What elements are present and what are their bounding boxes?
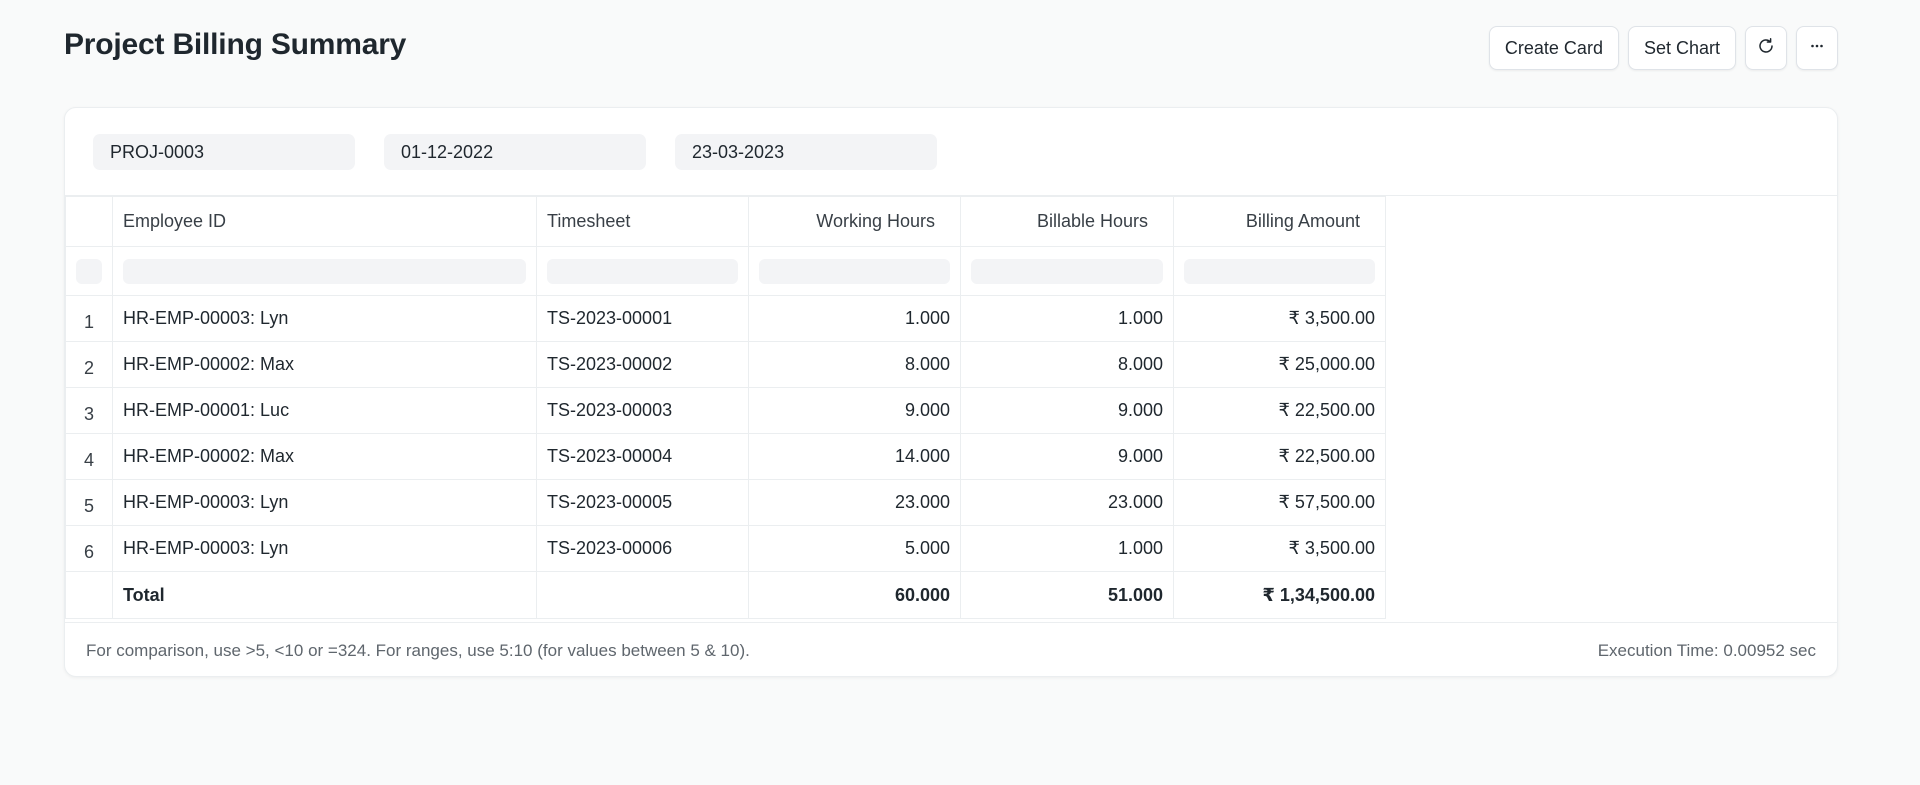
billing-amount-cell[interactable]: ₹ 22,500.00 [1174, 434, 1386, 480]
billable-hours-cell[interactable]: 1.000 [961, 526, 1174, 572]
execution-time: Execution Time: 0.00952 sec [1597, 641, 1816, 660]
refresh-button[interactable] [1745, 26, 1787, 70]
row-number: 2 [66, 342, 113, 388]
employee-id-cell[interactable]: HR-EMP-00002: Max [113, 434, 537, 480]
column-header-billable-hours[interactable]: Billable Hours [961, 197, 1174, 247]
employee-id-cell[interactable]: HR-EMP-00001: Luc [113, 388, 537, 434]
table-row [66, 296, 1386, 342]
billing-amount-cell[interactable]: ₹ 3,500.00 [1174, 526, 1386, 572]
row-number: 5 [66, 480, 113, 526]
timesheet-cell[interactable]: TS-2023-00002 [537, 342, 749, 388]
filter-bar [65, 108, 1837, 196]
timesheet-cell[interactable]: TS-2023-00004 [537, 434, 749, 480]
table-row [66, 342, 1386, 388]
timesheet-cell[interactable]: TS-2023-00001 [537, 296, 749, 342]
billable-hours-cell[interactable]: 1.000 [961, 296, 1174, 342]
select-all-checkbox[interactable] [76, 259, 102, 284]
table-row [66, 388, 1386, 434]
working-hours-column-filter[interactable] [759, 259, 950, 284]
employee-id-cell[interactable]: HR-EMP-00002: Max [113, 342, 537, 388]
working-hours-cell[interactable]: 23.000 [749, 480, 961, 526]
row-number: 1 [66, 296, 113, 342]
row-number: 4 [66, 434, 113, 480]
row-number: 6 [66, 526, 113, 572]
working-hours-cell[interactable]: 8.000 [749, 342, 961, 388]
employee-id-cell[interactable]: HR-EMP-00003: Lyn [113, 526, 537, 572]
row-number: 3 [66, 388, 113, 434]
from-date-filter[interactable] [384, 134, 646, 170]
column-header-working-hours[interactable]: Working Hours [749, 197, 961, 247]
create-card-button[interactable]: Create Card [1489, 26, 1619, 70]
timesheet-cell[interactable]: TS-2023-00003 [537, 388, 749, 434]
filter-hint-text: For comparison, use >5, <10 or =324. For ranges, use 5:10 (for values between 5 & 10). [86, 641, 750, 660]
employee-id-cell[interactable]: HR-EMP-00003: Lyn [113, 480, 537, 526]
table-header-row [66, 197, 1386, 247]
working-hours-cell[interactable]: 5.000 [749, 526, 961, 572]
billing-amount-cell[interactable]: ₹ 25,000.00 [1174, 342, 1386, 388]
billing-amount-column-filter[interactable] [1184, 259, 1375, 284]
employee-id-cell[interactable]: HR-EMP-00003: Lyn [113, 296, 537, 342]
page-actions [1489, 26, 1838, 70]
billing-amount-cell[interactable]: ₹ 57,500.00 [1174, 480, 1386, 526]
billing-amount-cell[interactable]: ₹ 3,500.00 [1174, 296, 1386, 342]
column-header-billing-amount[interactable]: Billing Amount [1174, 197, 1386, 247]
table-row [66, 526, 1386, 572]
total-working-hours: 60.000 [749, 572, 961, 619]
total-row [66, 572, 1386, 619]
billable-hours-cell[interactable]: 9.000 [961, 434, 1174, 480]
set-chart-button[interactable]: Set Chart [1628, 26, 1736, 70]
billable-hours-column-filter[interactable] [971, 259, 1163, 284]
total-billing-amount: ₹ 1,34,500.00 [1174, 572, 1386, 619]
table-row [66, 480, 1386, 526]
timesheet-cell[interactable]: TS-2023-00006 [537, 526, 749, 572]
row-number-header [66, 197, 113, 247]
table-row [66, 434, 1386, 480]
to-date-filter[interactable] [675, 134, 937, 170]
more-horizontal-icon [1808, 37, 1826, 60]
working-hours-cell[interactable]: 14.000 [749, 434, 961, 480]
billing-amount-cell[interactable]: ₹ 22,500.00 [1174, 388, 1386, 434]
report-footer [65, 622, 1837, 677]
employee-id-column-filter[interactable] [123, 259, 526, 284]
page-header [64, 0, 1838, 96]
page-title: Project Billing Summary [64, 28, 407, 61]
more-actions-button[interactable] [1796, 26, 1838, 70]
billable-hours-cell[interactable]: 9.000 [961, 388, 1174, 434]
total-billable-hours: 51.000 [961, 572, 1174, 619]
column-filter-row [66, 247, 1386, 296]
report-card [64, 107, 1838, 677]
column-header-timesheet[interactable]: Timesheet [537, 197, 749, 247]
timesheet-cell[interactable]: TS-2023-00005 [537, 480, 749, 526]
timesheet-column-filter[interactable] [547, 259, 738, 284]
project-filter[interactable] [93, 134, 355, 170]
billable-hours-cell[interactable]: 23.000 [961, 480, 1174, 526]
refresh-icon [1757, 37, 1775, 60]
report-table [65, 196, 1386, 619]
working-hours-cell[interactable]: 9.000 [749, 388, 961, 434]
billable-hours-cell[interactable]: 8.000 [961, 342, 1174, 388]
total-label: Total [113, 572, 537, 619]
column-header-employee-id[interactable]: Employee ID [113, 197, 537, 247]
working-hours-cell[interactable]: 1.000 [749, 296, 961, 342]
